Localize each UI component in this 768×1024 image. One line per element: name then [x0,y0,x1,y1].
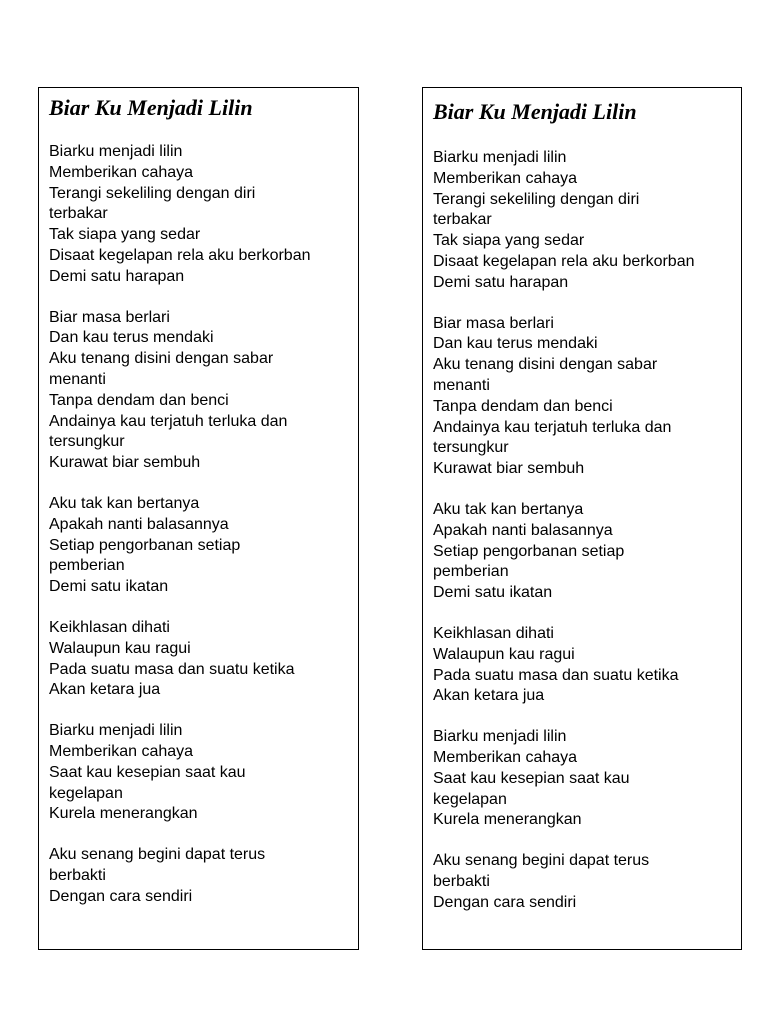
lyric-line: terbakar [49,205,108,223]
lyric-line: kegelapan [49,784,123,802]
lyric-line: Terangi sekeliling dengan diri [49,184,256,202]
lyric-line: Memberikan cahaya [433,169,578,187]
lyric-line: Pada suatu masa dan suatu ketika [49,660,295,678]
lyric-line: Dengan cara sendiri [433,893,577,911]
lyric-line: Demi satu ikatan [433,584,553,602]
lyrics-card-left [38,87,359,950]
lyric-line: Biarku menjadi lilin [49,722,183,740]
lyric-line: menanti [433,376,490,394]
lyric-line: Aku tak kan bertanya [433,500,584,518]
lyric-line: berbakti [49,866,106,884]
lyric-line: Andainya kau terjatuh terluka dan [433,418,672,436]
stanza [433,624,735,707]
lyric-line: Dengan cara sendiri [49,887,193,905]
lyric-line: kegelapan [433,790,507,808]
lyric-line: Aku tak kan bertanya [49,494,200,512]
lyric-line: Saat kau kesepian saat kau [49,763,246,781]
lyric-line: Terangi sekeliling dengan diri [433,190,640,208]
stanza [433,500,735,604]
lyric-line: Demi satu harapan [433,273,569,291]
song-title: Biar Ku Menjadi Lilin [49,95,253,120]
stanza [49,308,352,474]
stanza [433,727,735,831]
lyric-line: Demi satu harapan [49,267,185,285]
stanza [49,494,352,598]
lyric-line: Biarku menjadi lilin [49,143,183,160]
lyric-line: Memberikan cahaya [49,163,194,181]
lyric-line: Aku tenang disini dengan sabar [433,356,658,374]
lyric-line: Memberikan cahaya [433,748,578,766]
lyric-line: Keikhlasan dihati [49,618,170,636]
lyric-line: Apakah nanti balasannya [49,515,229,533]
lyric-line: Apakah nanti balasannya [433,521,613,539]
lyric-line: Akan ketara jua [49,681,161,699]
lyric-line: Aku tenang disini dengan sabar [49,350,274,368]
lyric-line: Biarku menjadi lilin [433,728,567,746]
lyric-line: Andainya kau terjatuh terluka dan [49,412,288,430]
lyric-line: Kurawat biar sembuh [49,454,201,472]
lyric-line: Disaat kegelapan rela aku berkorban [433,252,695,270]
lyric-line: Tanpa dendam dan benci [49,391,229,409]
lyric-line: tersungkur [433,439,509,457]
lyric-line: Walaupun kau ragui [433,645,575,663]
lyric-line: berbakti [433,872,490,890]
lyric-line: Aku senang begini dapat terus [433,852,650,870]
stanza [433,851,735,913]
lyric-line: pemberian [49,557,125,575]
stanza [433,148,735,294]
lyric-line: Akan ketara jua [433,687,545,705]
lyric-line: Setiap pengorbanan setiap [433,542,625,560]
lyric-line: Aku senang begini dapat terus [49,846,266,864]
lyric-line: menanti [49,370,106,388]
stanza [49,618,352,701]
lyric-line: Biar masa berlari [49,308,170,326]
lyric-line: Pada suatu masa dan suatu ketika [433,666,679,684]
lyric-line: Dan kau terus mendaki [49,329,214,347]
lyric-line: Tak siapa yang sedar [433,232,585,250]
lyrics-body [433,148,735,934]
lyric-line: Tak siapa yang sedar [49,226,201,244]
stanza [49,721,352,825]
lyric-line: Kurawat biar sembuh [433,460,585,478]
song-title: Biar Ku Menjadi Lilin [433,99,637,124]
lyric-line: Demi satu ikatan [49,578,169,596]
stanza [49,845,352,907]
lyric-line: Setiap pengorbanan setiap [49,536,241,554]
lyric-line: Keikhlasan dihati [433,624,554,642]
lyric-line: pemberian [433,563,509,581]
lyric-line: terbakar [433,211,492,229]
lyrics-body [49,142,352,928]
lyric-line: Biarku menjadi lilin [433,149,567,166]
stanza [433,314,735,480]
lyric-line: Biar masa berlari [433,314,554,332]
lyric-line: Dan kau terus mendaki [433,335,598,353]
lyric-line: tersungkur [49,433,125,451]
lyric-line: Kurela menerangkan [433,811,582,829]
lyric-line: Disaat kegelapan rela aku berkorban [49,246,311,264]
lyrics-card-right [422,87,742,950]
lyric-line: Kurela menerangkan [49,805,198,823]
lyric-line: Saat kau kesepian saat kau [433,769,630,787]
lyric-line: Walaupun kau ragui [49,639,191,657]
lyric-line: Tanpa dendam dan benci [433,397,613,415]
lyric-line: Memberikan cahaya [49,742,194,760]
stanza [49,142,352,288]
